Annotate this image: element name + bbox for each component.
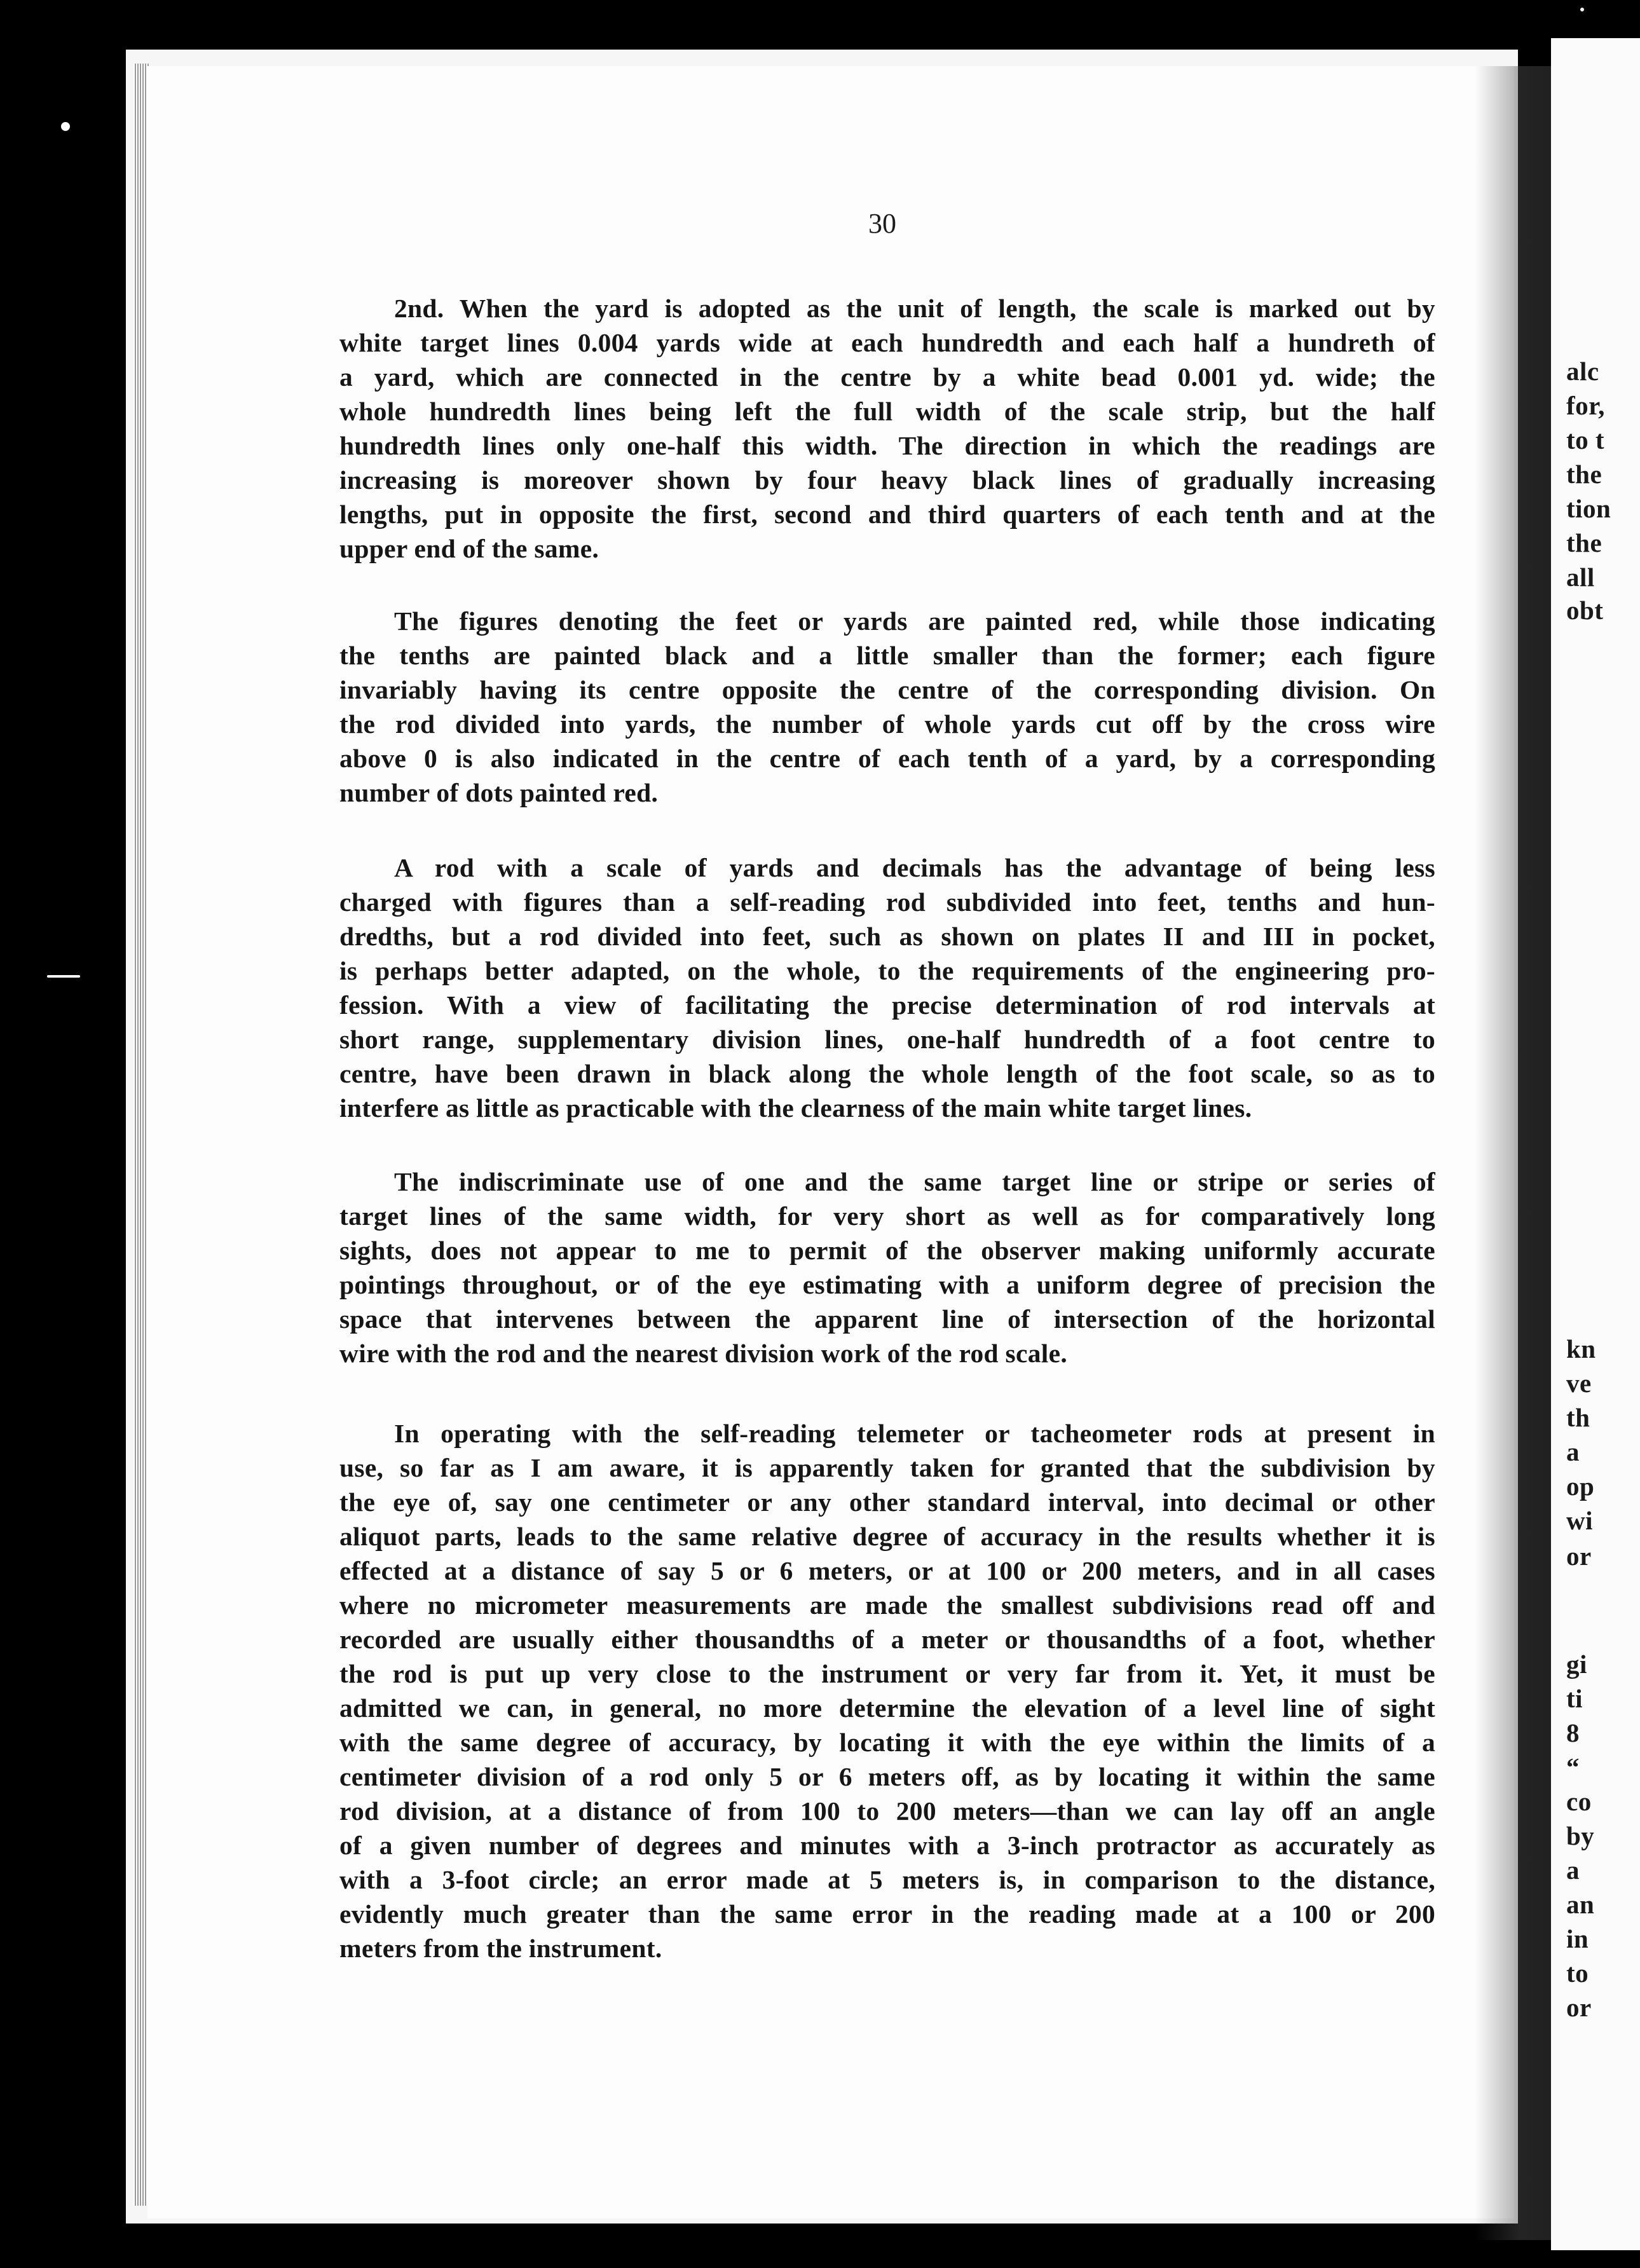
text-line: lengths, put in opposite the first, second and third quarters of each tenth and at the [339, 500, 1435, 529]
text-line: upper end of the same. [339, 534, 599, 563]
text-line: evidently much greater than the same error in the reading made at a 100 or 200 [339, 1899, 1435, 1929]
text-line: sights, does not appear to me to permit of the observer making uniformly accurate [339, 1236, 1435, 1265]
facing-page-fragment: kn [1566, 1334, 1596, 1363]
paragraph-3 [339, 850, 1435, 1125]
page-number: 30 [868, 208, 896, 239]
facing-page-fragment: wi [1566, 1506, 1593, 1535]
facing-page-fragment: ti [1566, 1684, 1583, 1713]
text-line: charged with figures than a self-reading rod subdivided into feet, tenths and hun- [339, 887, 1435, 917]
text-line: a yard, which are connected in the centre by a white bead 0.001 yd. wide; the [339, 362, 1435, 392]
facing-page-fragment: th [1566, 1403, 1590, 1432]
text-line: space that intervenes between the apparent line of intersection of the horizontal [339, 1304, 1435, 1334]
text-line: fession. With a view of facilitating the precise determination of rod intervals at [339, 990, 1435, 1020]
text-line: increasing is moreover shown by four heavy black lines of gradually increasing [339, 465, 1435, 495]
text-line: the tenths are painted black and a little smaller than the former; each figure [339, 641, 1435, 670]
text-line: is perhaps better adapted, on the whole, to the requirements of the engineering pro- [339, 956, 1435, 985]
paragraph-1 [339, 291, 1435, 566]
scan-speck [1580, 8, 1584, 11]
binding-shadow [1475, 66, 1557, 2240]
text-line: short range, supplementary division lines, one-half hundredth of a foot centre to [339, 1025, 1435, 1054]
text-line: of a given number of degrees and minutes with a 3-inch protractor as accurately as [339, 1831, 1435, 1860]
facing-page-fragment: all [1566, 563, 1595, 592]
facing-page-fragment: obt [1566, 596, 1604, 625]
text-line: aliquot parts, leads to the same relative degree of accuracy in the results whether it is [339, 1522, 1435, 1551]
facing-page-fragment: to [1566, 1958, 1589, 1988]
text-line: the rod divided into yards, the number of whole yards cut off by the cross wire [339, 709, 1435, 739]
scan-speck [47, 975, 80, 978]
facing-page-fragment: op [1566, 1472, 1595, 1501]
text-line: meters from the instrument. [339, 1934, 662, 1963]
text-line: the rod is put up very close to the instrument or very far from it. Yet, it must be [339, 1659, 1435, 1688]
text-line: hundredth lines only one-half this width. The direction in which the readings are [339, 431, 1435, 460]
facing-page-fragment: to t [1566, 425, 1605, 454]
text-line: whole hundredth lines being left the full width of the scale strip, but the half [339, 397, 1435, 426]
facing-page-fragment: the [1566, 528, 1602, 557]
paragraph-2 [339, 604, 1435, 810]
text-line: wire with the rod and the nearest division work of the rod scale. [339, 1339, 1068, 1368]
facing-page-fragment: alc [1566, 357, 1599, 386]
facing-page-fragment: or [1566, 1541, 1592, 1571]
facing-page-fragment: 8 [1566, 1718, 1580, 1747]
facing-page-fragment: or [1566, 1993, 1592, 2022]
facing-page-fragment: for, [1566, 391, 1605, 420]
paragraph-5 [339, 1416, 1435, 1965]
facing-page-fragment: the [1566, 460, 1602, 489]
text-line: where no micrometer measurements are made the smallest subdivisions read off and [339, 1590, 1435, 1620]
text-line: A rod with a scale of yards and decimals has the advantage of being less [394, 853, 1435, 882]
text-line: invariably having its centre opposite the centre of the corresponding division. On [339, 675, 1435, 704]
text-line: centimeter division of a rod only 5 or 6 meters off, as by locating it within the same [339, 1762, 1435, 1791]
facing-page-fragment: co [1566, 1787, 1592, 1816]
text-line: with a 3-foot circle; an error made at 5 meters is, in comparison to the distance, [339, 1865, 1435, 1894]
text-line: above 0 is also indicated in the centre of each tenth of a yard, by a corresponding [339, 744, 1435, 773]
paragraph-4 [339, 1165, 1435, 1370]
text-line: dredths, but a rod divided into feet, such as shown on plates II and III in pocket, [339, 922, 1435, 951]
facing-page-fragment: “ [1566, 1752, 1580, 1782]
text-line: number of dots painted red. [339, 778, 659, 807]
text-line: The indiscriminate use of one and the same target line or stripe or series of [394, 1167, 1435, 1196]
text-line: The figures denoting the feet or yards are painted red, while those indicating [394, 606, 1435, 636]
text-line: rod division, at a distance of from 100 to 200 meters—than we can lay off an angle [339, 1796, 1435, 1826]
text-line: In operating with the self-reading telemeter or tacheometer rods at present in [394, 1419, 1435, 1448]
facing-page-fragment: ve [1566, 1369, 1592, 1398]
facing-page-fragment: a [1566, 1855, 1580, 1885]
text-line: target lines of the same width, for very short as well as for comparatively long [339, 1201, 1435, 1231]
facing-page [1551, 38, 1640, 2250]
text-line: use, so far as I am aware, it is apparently taken for granted that the subdivision by [339, 1453, 1435, 1482]
facing-page-fragment: tion [1566, 494, 1611, 523]
scan-speck [61, 122, 70, 131]
text-line: centre, have been drawn in black along the whole length of the foot scale, so as to [339, 1059, 1435, 1088]
text-line: recorded are usually either thousandths of a meter or thousandths of a foot, whether [339, 1625, 1435, 1654]
text-line: 2nd. When the yard is adopted as the unit of length, the scale is marked out by [394, 294, 1435, 323]
text-line: with the same degree of accuracy, by locating it with the eye within the limits of a [339, 1728, 1435, 1757]
facing-page-fragment: an [1566, 1890, 1595, 1919]
facing-page-fragment: in [1566, 1924, 1589, 1953]
text-line: the eye of, say one centimeter or any other standard interval, into decimal or other [339, 1487, 1435, 1517]
text-line: pointings throughout, or of the eye estimating with a uniform degree of precision the [339, 1270, 1435, 1299]
text-line: white target lines 0.004 yards wide at each hundredth and each half a hundreth of [339, 328, 1435, 357]
text-line: effected at a distance of say 5 or 6 meters, or at 100 or 200 meters, and in all cases [339, 1556, 1435, 1585]
facing-page-fragment: gi [1566, 1650, 1587, 1679]
text-line: admitted we can, in general, no more determine the elevation of a level line of sight [339, 1693, 1435, 1723]
facing-page-fragment: by [1566, 1821, 1595, 1850]
text-line: interfere as little as practicable with the clearness of the main white target lines. [339, 1093, 1252, 1123]
facing-page-fragment: a [1566, 1437, 1580, 1466]
